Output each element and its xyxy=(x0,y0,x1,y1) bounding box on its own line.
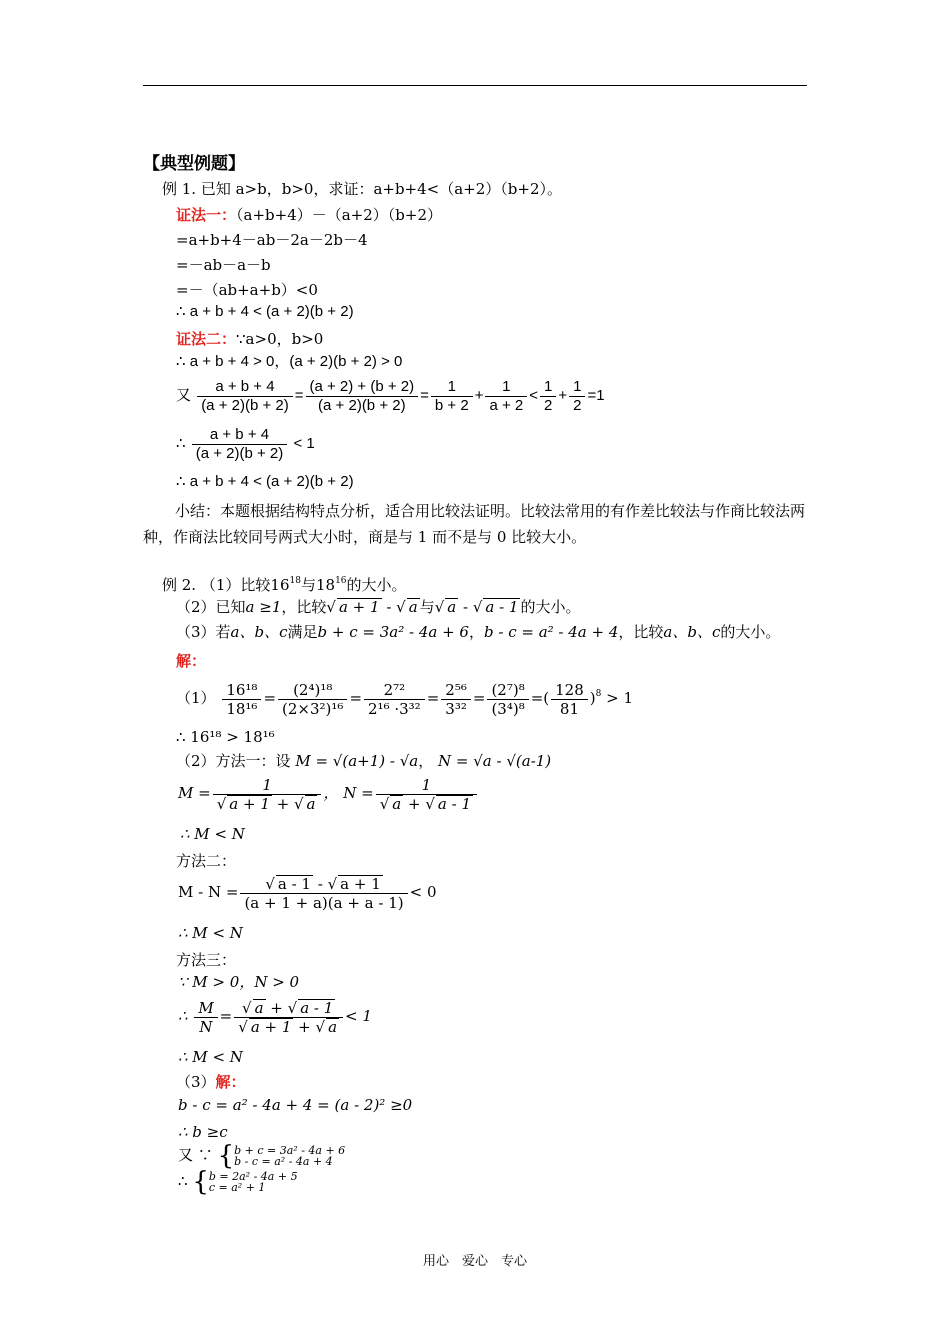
m-over-n-fraction: $\frac{M}{N}$ xyxy=(194,999,217,1036)
quotient-less-than-one: ∴ $\frac{a + b + 4}{(a + 2)(b + 2)}$ < 1 xyxy=(176,425,315,462)
m-over-n-expanded: $\frac{√ a + √ a - 1}{√ a + 1 + √ a}$ xyxy=(234,999,343,1036)
fraction-4: $\frac{1}{a + 2}$ xyxy=(485,378,527,415)
proof-line-2: =a+b+4－ab－2a－2b－4 xyxy=(176,231,368,249)
part-3-line-2: ∴ b ≥c xyxy=(178,1123,228,1141)
summary-paragraph: 小结：本题根据结构特点分析，适合用比较法证明。比较法常用的有作差比较法与作商比较法两种，作商法比较同号两式大小时，商是与 1 而不是与 0 比较大小。 xyxy=(143,502,806,546)
part-1-conclusion: ∴ 16¹⁸ > 18¹⁶ xyxy=(176,728,275,746)
ratio-5: $\frac{\text{(2⁷)⁸}}{\text{(3⁴)⁸}}$ xyxy=(487,681,528,718)
system-1: 又 ∵ { b + c = 3a² - 4a + 6 b - c = a² - 4a + 4 xyxy=(178,1141,346,1171)
quotient-equation: 又 $\frac{a + b + 4}{(a + 2)(b + 2)}$ = $\frac{(a + 2) + (b + 2)}{(a + 2)(b + 2)}$ = $\frac{1}{b + 2}$ + $\frac{1}{a + 2}$ < $\frac{1}{2}$ + $\frac{1}{2}$ =1 xyxy=(176,377,605,414)
ratio-3: $\frac{\text{2⁷²}}{\text{2¹⁶ ·3³²}}$ xyxy=(364,681,425,718)
method-2-line xyxy=(176,330,323,348)
method-two-label: 方法二： xyxy=(176,852,237,870)
system-2: ∴ { b = 2a² - 4a + 5 c = a² + 1 xyxy=(178,1167,298,1197)
ratio-6: $\frac{128}{81}$ xyxy=(551,681,588,718)
fraction-quotient: $\frac{a + b + 4}{(a + 2)(b + 2)}$ xyxy=(192,426,288,463)
part-2-conclusion-2: ∴ M < N xyxy=(178,924,243,942)
fraction-5: $\frac{1}{2}$ xyxy=(540,378,556,415)
n-fraction: $\frac{1}{√ a + √ a - 1}$ xyxy=(376,776,477,813)
solution-label: 解： xyxy=(176,652,207,670)
fraction-2: $\frac{(a + 2) + (b + 2)}{(a + 2)(b + 2)}$ xyxy=(306,378,419,415)
method-three-label: 方法三： xyxy=(176,951,237,969)
proof-line-5: ∴ a + b + 4 < (a + 2)(b + 2) xyxy=(176,303,354,320)
part-3-line-1: b - c = a² - 4a + 4 = (a - 2)² ≥0 xyxy=(178,1096,413,1114)
method-2-label: 证法二： xyxy=(176,330,237,348)
proof-line-4: =－（ab+a+b）<0 xyxy=(176,281,318,299)
page-footer: 用心 爱心 专心 xyxy=(422,1254,527,1269)
method-1-expr: （a+b+4）－（a+2）（b+2） xyxy=(236,206,443,224)
fraction-1: $\frac{a + b + 4}{(a + 2)(b + 2)}$ xyxy=(197,378,293,415)
method-1-label: 证法一： xyxy=(176,206,237,224)
proof-conclusion: ∴ a + b + 4 < (a + 2)(b + 2) xyxy=(176,473,354,490)
ratio-2: $\frac{\text{(2⁴)¹⁸}}{\text{(2×3²)¹⁶}}$ xyxy=(278,681,347,718)
m-minus-n-fraction: $\frac{√ a - 1 - √ a + 1}{(a + 1 + a)(a + a - 1)}$ xyxy=(240,875,407,912)
method-2-expr: ∵a>0，b>0 xyxy=(236,330,324,348)
system-1-equations: b + c = 3a² - 4a + 6 b - c = a² - 4a + 4 xyxy=(234,1144,346,1168)
m-minus-n: M - N = $\frac{√ a - 1 - √ a + 1}{(a + 1 + a)(a + a - 1)}$ < 0 xyxy=(178,874,437,912)
example-1-title: 例 1. 已知 a>b，b>0，求证：a+b+4<（a+2）（b+2）。 xyxy=(162,180,563,198)
header-rule xyxy=(143,85,807,86)
part-2-conclusion-1: ∴ M < N xyxy=(180,825,245,843)
part-2-setup: （2）方法一：设 M = √(a+1) - √a， N = √a - √(a-1) xyxy=(176,752,552,770)
example-2-q3: （3）若a、b、c满足b + c = 3a² - 4a + 6，b - c = a² - 4a + 4，比较a、b、c的大小。 xyxy=(176,623,781,641)
m-fraction: $\frac{1}{√ a + 1 + √ a}$ xyxy=(213,776,322,813)
example-2-q2: （2）已知a ≥1，比较√ a + 1 - √ a 与√ a - √ a - 1 的大小。 xyxy=(176,598,581,616)
positivity-condition: ∵ M > 0，N > 0 xyxy=(178,973,300,991)
method-2-line-2: ∴ a + b + 4 > 0，(a + 2)(b + 2) > 0 xyxy=(176,353,403,370)
m-over-n: ∴ $\frac{M}{N}$ = $\frac{√ a + √ a - 1}{√ a + 1 + √ a}$ < 1 xyxy=(178,998,372,1036)
proof-line-3: =－ab－a－b xyxy=(176,256,271,274)
system-2-equations: b = 2a² - 4a + 5 c = a² + 1 xyxy=(208,1170,298,1194)
part-2-m-n-fractions: M = $\frac{1}{√ a + 1 + √ a}$ ， N = $\frac{1}{√ a + √ a - 1}$ xyxy=(178,773,479,813)
part-1-chain: （1） $\frac{\text{16¹⁸}}{\text{18¹⁶}}$ = $\frac{\text{(2⁴)¹⁸}}{\text{(2×3²)¹⁶}}$ = $\frac{\text{2⁷²}}{\text{2¹⁶ ·3³²}}$ = $\frac{\text{2⁵⁶}}{\text{3³²}}$ = $\frac{\text{(2⁷)⁸}}{\text{(3⁴)⁸}}$ =( $\frac{128}{81}$ )$^8$ > 1 xyxy=(176,680,634,718)
ratio-4: $\frac{\text{2⁵⁶}}{\text{3³²}}$ xyxy=(441,681,471,718)
you-label: 又 xyxy=(176,387,192,404)
ratio-1: $\frac{\text{16¹⁸}}{\text{18¹⁶}}$ xyxy=(222,681,261,718)
fraction-3: $\frac{1}{b + 2}$ xyxy=(431,378,473,415)
section-title: 【典型例题】 xyxy=(143,154,245,174)
part-3-header: （3）解： xyxy=(176,1073,246,1091)
example-2-q1: 例 2. （1）比较$16^{18}$与$18^{16}$的大小。 xyxy=(162,576,407,594)
method-1-line xyxy=(176,206,442,224)
part-2-conclusion-3: ∴ M < N xyxy=(178,1048,243,1066)
fraction-6: $\frac{1}{2}$ xyxy=(569,378,585,415)
